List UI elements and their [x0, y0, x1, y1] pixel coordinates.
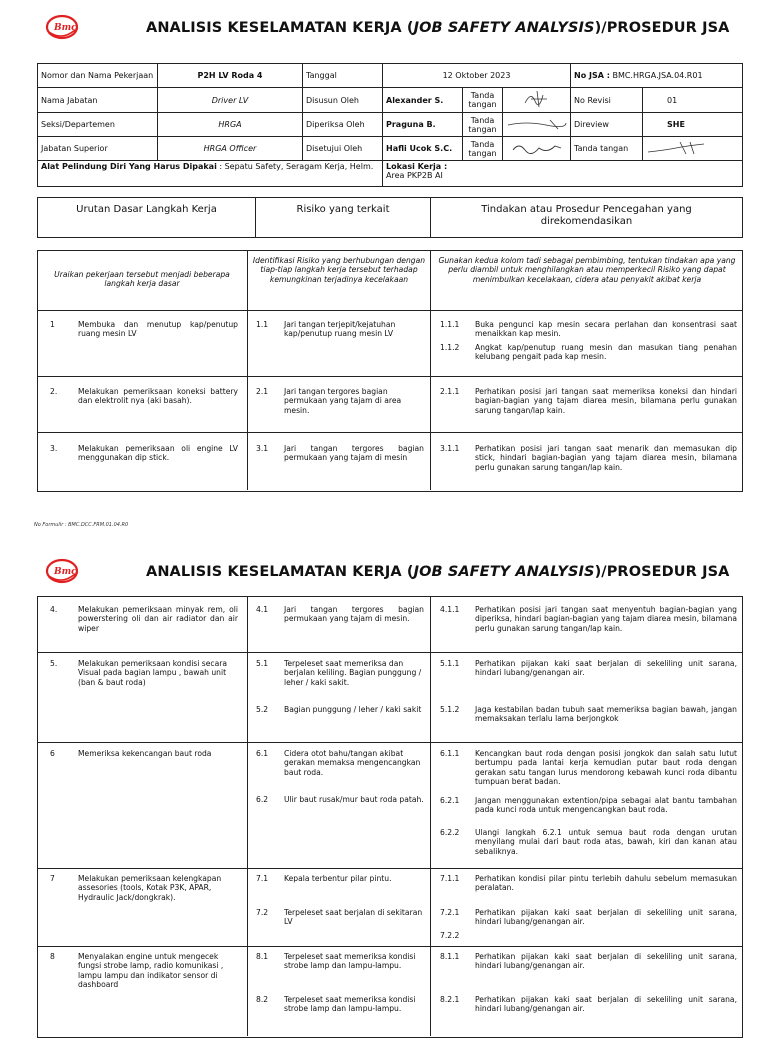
action-number: 4.1.1 [440, 605, 460, 614]
step-text: Melakukan pemeriksaan oli engine LV menggunakan dip stick. [78, 444, 238, 463]
action-number: 6.1.1 [440, 749, 460, 758]
risk-number: 6.2 [256, 795, 269, 804]
tanggal-value: 12 Oktober 2023 [383, 64, 571, 88]
risk-number: 6.1 [256, 749, 269, 758]
risk-text: Terpeleset saat memeriksa kondisi strobe lamp dan lampu-lampu. [284, 995, 416, 1014]
signature-2-icon [506, 117, 568, 131]
lokasi-cell: Lokasi Kerja : Area PKP2B AI [383, 161, 743, 187]
svg-text:Bmc: Bmc [54, 23, 77, 33]
action-text: Perhatikan pijakan kaki saat berjalan di sekeliling unit sarana, hindari lubang/genangan air. [475, 995, 737, 1014]
risk-number: 5.2 [256, 705, 269, 714]
action-number: 6.2.2 [440, 828, 460, 837]
action-text: Perhatikan posisi jari tangan saat menyentuh bagian-bagian yang diperiksa, hindari bagian-bagian yang tajam diarea mesin, bilamana perlu gunakan sarung tangan/lap kain. [475, 605, 737, 633]
risk-number: 3.1 [256, 444, 269, 453]
risk-number: 7.2 [256, 908, 269, 917]
action-text: Kencangkan baut roda dengan posisi jongkok dan salah satu lutut bertumpu pada lantai kerja kemudian putar baut roda dengan gerakan satu tangan lurus mendorong kebawah kunci roda dibantu tumpuan berat badan. [475, 749, 737, 786]
action-text: Perhatikan pijakan kaki saat berjalan di sekeliling unit sarana, hindari lubang/genangan air. [475, 659, 737, 678]
step-number: 2. [50, 387, 58, 396]
col-desc-risks: Identifikasi Risiko yang berhubungan dengan tiap-tiap langkah kerja tersebut terhadap kemungkinan terjadinya kecelakaan [252, 256, 426, 284]
form-number: No Formulir : BMC.DCC.FRM.01.04.R0 [34, 522, 129, 528]
disusun-value: Alexander S. [383, 88, 463, 113]
action-number: 7.1.1 [440, 874, 460, 883]
direview-label: Direview [571, 113, 643, 137]
step-number: 4. [50, 605, 58, 614]
step-text: Menyalakan engine untuk mengecek fungsi strobe lamp, radio komunikasi , lampu lampu dan indikator sensor di dashboard [78, 952, 224, 989]
step-text: Membuka dan menutup kap/penutup ruang mesin LV [78, 320, 238, 339]
bmc-logo-icon [44, 556, 80, 586]
risk-text: Ulir baut rusak/mur baut roda patah. [284, 795, 424, 804]
action-text: Perhatikan kondisi pilar pintu terlebih dahulu sebelum memasukan peralatan. [475, 874, 737, 893]
step-number: 7 [50, 874, 55, 883]
superior-label: Jabatan Superior [38, 137, 158, 161]
bmc-logo-icon [44, 12, 80, 42]
tanda-tangan-1: Tanda tangan [463, 88, 503, 113]
step-number: 8 [50, 952, 55, 961]
nojsa-cell: No JSA : BMC.HRGA.JSA.04.R01 [571, 64, 743, 88]
page1-title: ANALISIS KESELAMATAN KERJA (JOB SAFETY ANALYSIS)/PROSEDUR JSA [146, 20, 730, 36]
action-text: Perhatikan posisi jari tangan saat menarik dan memasukan dip stick, hindari bagian-bagian yang tajam diarea mesin, bilamana perlu gunakan sarung tangan/lap kain. [475, 444, 737, 472]
nomor-value: P2H LV Roda 4 [158, 64, 303, 88]
svg-text:Bmc: Bmc [54, 567, 77, 577]
seksi-label: Seksi/Departemen [38, 113, 158, 137]
norevisi-value: 01 [643, 88, 743, 113]
signature-1-icon [517, 89, 557, 109]
action-number: 3.1.1 [440, 444, 460, 453]
step-text: Melakukan pemeriksaan kelengkapan assesories (tools, Kotak P3K, APAR, Hydraulic Jack/dongkrak). [78, 874, 222, 902]
action-number: 7.2.1 [440, 908, 460, 917]
disetujui-value: Hafli Ucok S.C. [383, 137, 463, 161]
risk-text: Kepala terbentur pilar pintu. [284, 874, 392, 883]
step-number: 6 [50, 749, 55, 758]
risk-text: Terpeleset saat memeriksa kondisi strobe lamp dan lampu-lampu. [284, 952, 416, 971]
col-header-actions: Tindakan atau Prosedur Pencegahan yang direkomendasikan [431, 198, 743, 238]
jabatan-label: Nama Jabatan [38, 88, 158, 113]
action-text: Buka pengunci kap mesin secara perlahan dan konsentrasi saat menaikkan kap mesin. [475, 320, 737, 339]
signature-2 [503, 113, 571, 137]
step-text: Memeriksa kekencangan baut roda [78, 749, 212, 758]
risk-number: 4.1 [256, 605, 269, 614]
action-text: Angkat kap/penutup ruang mesin dan masukan tiang penahan kelubang pengait pada kap mesin. [475, 343, 737, 362]
risk-text: Terpeleset saat berjalan di sekitaran LV [284, 908, 423, 927]
action-text: Jangan menggunakan extention/pipa sebagai alat bantu tambahan pada kunci roda untuk mengencangkan baut roda. [475, 796, 737, 815]
nomor-label: Nomor dan Nama Pekerjaan [38, 64, 158, 88]
action-text: Perhatikan pijakan kaki saat berjalan di sekeliling unit sarana, hindari lubang/genangan air. [475, 908, 737, 927]
action-text: Ulangi langkah 6.2.1 untuk semua baut roda dengan urutan menyilang mulai dari baut roda atas, bawah, kiri dan kanan atau sebaliknya. [475, 828, 737, 856]
disusun-label: Disusun Oleh [303, 88, 383, 113]
signature-3-icon [509, 140, 565, 156]
signature-4 [643, 137, 743, 161]
col-header-risks: Risiko yang terkait [256, 198, 431, 238]
apd-cell: Alat Pelindung Diri Yang Harus Dipakai : Sepatu Safety, Seragam Kerja, Helm. [38, 161, 383, 187]
action-number: 7.2.2 [440, 931, 460, 940]
step-text: Melakukan pemeriksaan kondisi secara Visual pada bagian lampu , bawah unit (ban & baut roda) [78, 659, 228, 687]
superior-value: HRGA Officer [158, 137, 303, 161]
action-number: 1.1.1 [440, 320, 460, 329]
tanda-tangan-3: Tanda tangan [463, 137, 503, 161]
risk-text: Jari tangan tergores bagian permukaan yang tajam di area mesin. [284, 387, 402, 415]
risk-number: 7.1 [256, 874, 269, 883]
step-text: Melakukan pemeriksaan minyak rem, oli powerstering oli dan air radiator dan air wiper [78, 605, 238, 633]
risk-number: 8.2 [256, 995, 269, 1004]
risk-text: Jari tangan tergores bagian permukaan yang tajam di mesin. [284, 605, 424, 624]
action-number: 6.2.1 [440, 796, 460, 805]
risk-text: Terpeleset saat memeriksa dan berjalan keliling. Bagian punggung / leher / kaki sakit. [284, 659, 422, 687]
action-number: 1.1.2 [440, 343, 460, 352]
action-number: 8.2.1 [440, 995, 460, 1004]
risk-text: Cidera otot bahu/tangan akibat gerakan memaksa mengencangkan baut roda. [284, 749, 421, 777]
step-number: 1 [50, 320, 55, 329]
disetujui-label: Disetujui Oleh [303, 137, 383, 161]
col-header-steps: Urutan Dasar Langkah Kerja [38, 198, 256, 238]
action-text: Perhatikan pijakan kaki saat berjalan di sekeliling unit sarana, hindari lubang/genangan air. [475, 952, 737, 971]
diperiksa-label: Diperiksa Oleh [303, 113, 383, 137]
action-number: 8.1.1 [440, 952, 460, 961]
diperiksa-value: Praguna B. [383, 113, 463, 137]
risk-text: Bagian punggung / leher / kaki sakit [284, 705, 422, 714]
risk-number: 1.1 [256, 320, 269, 329]
risk-text: Jari tangan terjepit/kejatuhan kap/penutup ruang mesin LV [284, 320, 396, 339]
step-number: 3. [50, 444, 58, 453]
action-number: 5.1.1 [440, 659, 460, 668]
column-header-table [37, 197, 743, 238]
signature-1 [503, 88, 571, 113]
tanda-tangan-2: Tanda tangan [463, 113, 503, 137]
tanda-tangan-4: Tanda tangan [571, 137, 643, 161]
action-text: Perhatikan posisi jari tangan saat memeriksa koneksi dan hindari bagian-bagian yang tajam diarea mesin, bilamana perlu gunakan sarung tangan/lap kain. [475, 387, 737, 415]
seksi-value: HRGA [158, 113, 303, 137]
action-text: Jaga kestabilan badan tubuh saat memeriksa bagian bawah, jangan memaksakan terlalu lama berjongkok [475, 705, 737, 724]
info-table [37, 63, 743, 187]
risk-text: Jari tangan tergores bagian permukaan yang tajam di mesin [284, 444, 424, 463]
col-desc-steps: Uraikan pekerjaan tersebut menjadi beberapa langkah kerja dasar [54, 270, 230, 289]
risk-number: 8.1 [256, 952, 269, 961]
norevisi-label: No Revisi [571, 88, 643, 113]
signature-3 [503, 137, 571, 161]
action-number: 5.1.2 [440, 705, 460, 714]
step-text: Melakukan pemeriksaan koneksi battery dan elektrolit nya (aki basah). [78, 387, 238, 406]
jabatan-value: Driver LV [158, 88, 303, 113]
action-number: 2.1.1 [440, 387, 460, 396]
signature-4-icon [646, 140, 706, 156]
direview-value: SHE [643, 113, 743, 137]
risk-number: 2.1 [256, 387, 269, 396]
step-number: 5. [50, 659, 58, 668]
page2-title: ANALISIS KESELAMATAN KERJA (JOB SAFETY ANALYSIS)/PROSEDUR JSA [146, 564, 730, 580]
col-desc-actions: Gunakan kedua kolom tadi sebagai pembimbing, tentukan tindakan apa yang perlu diambil untuk menghilangkan atau memperkecil Risiko yang dapat menimbulkan kecelakaan, cidera atau penyakit akibat kerja [438, 256, 736, 284]
risk-number: 5.1 [256, 659, 269, 668]
tanggal-label: Tanggal [303, 64, 383, 88]
